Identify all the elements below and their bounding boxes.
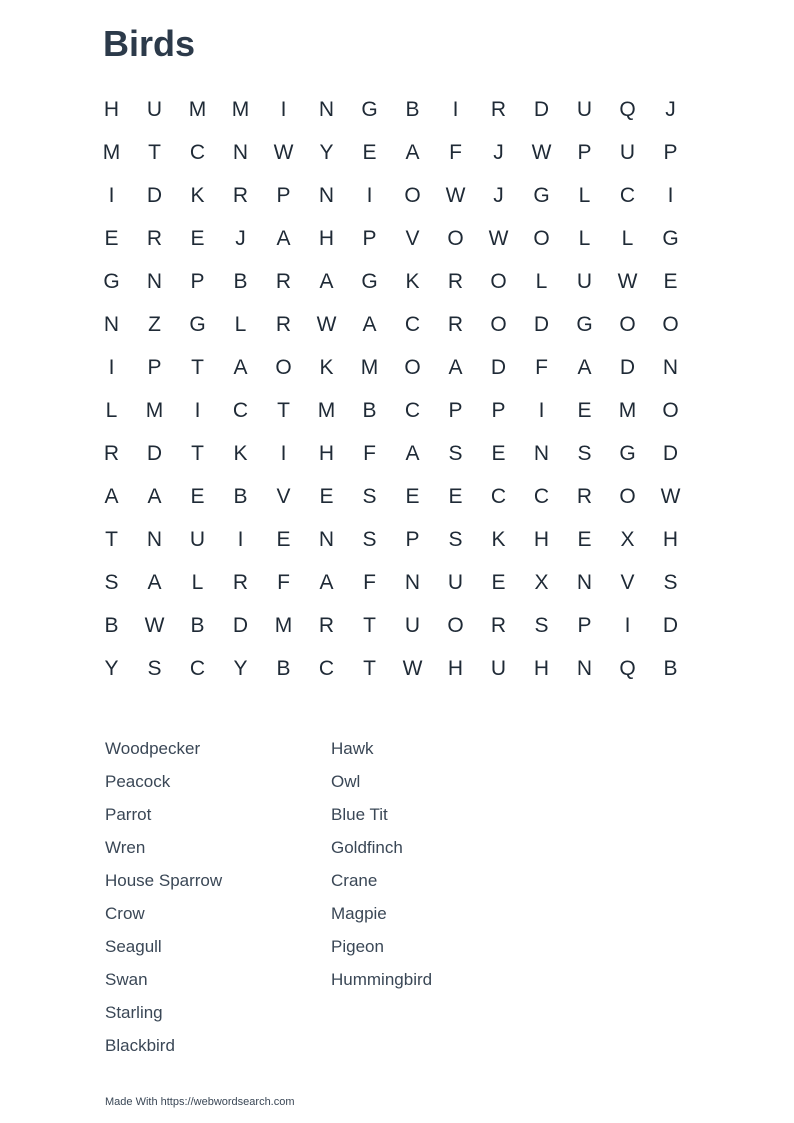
grid-letter[interactable]: E — [577, 398, 592, 422]
grid-letter[interactable]: G — [662, 226, 679, 250]
grid-letter[interactable]: R — [232, 570, 249, 594]
grid-letter[interactable]: G — [189, 312, 206, 336]
grid-letter[interactable]: O — [275, 355, 292, 379]
grid-letter[interactable]: S — [448, 527, 463, 551]
grid-letter[interactable]: D — [232, 613, 249, 637]
word-list-item: Blue Tit — [331, 805, 388, 824]
grid-letter[interactable]: B — [233, 269, 248, 293]
grid-letter[interactable]: T — [191, 355, 204, 379]
grid-letter[interactable]: O — [490, 269, 507, 293]
grid-letter[interactable]: O — [662, 312, 679, 336]
grid-letter[interactable]: C — [619, 183, 636, 207]
grid-letter[interactable]: W — [316, 312, 337, 336]
grid-letter[interactable]: W — [445, 183, 466, 207]
grid-letter[interactable]: H — [533, 527, 550, 551]
grid-letter[interactable]: Y — [233, 656, 248, 680]
grid-letter[interactable]: N — [146, 527, 163, 551]
grid-letter[interactable]: I — [237, 527, 244, 551]
grid-letter[interactable]: U — [619, 140, 636, 164]
grid-letter[interactable]: E — [405, 484, 420, 508]
grid-letter[interactable]: V — [405, 226, 420, 250]
grid-letter[interactable]: E — [362, 140, 377, 164]
grid-letter[interactable]: C — [490, 484, 507, 508]
grid-letter[interactable]: D — [146, 183, 163, 207]
grid-letter[interactable]: M — [231, 97, 250, 121]
grid-letter[interactable]: H — [447, 656, 464, 680]
grid-letter[interactable]: W — [660, 484, 681, 508]
grid-letter[interactable]: U — [189, 527, 206, 551]
grid-letter[interactable]: I — [538, 398, 545, 422]
grid-letter[interactable]: A — [405, 140, 420, 164]
word-list-item: Hummingbird — [331, 970, 433, 989]
grid-letter[interactable]: D — [490, 355, 507, 379]
grid-letter[interactable]: D — [533, 97, 550, 121]
grid-letter[interactable]: Q — [619, 656, 636, 680]
grid-row — [90, 346, 692, 389]
grid-letter[interactable]: J — [493, 183, 504, 207]
grid-letter[interactable]: E — [319, 484, 334, 508]
grid-letter[interactable]: D — [619, 355, 636, 379]
grid-letter[interactable]: I — [108, 355, 115, 379]
word-list-item: Goldfinch — [331, 838, 403, 857]
grid-letter[interactable]: U — [404, 613, 421, 637]
word-list-item: Hawk — [331, 739, 374, 758]
grid-letter[interactable]: T — [277, 398, 290, 422]
grid-letter[interactable]: I — [280, 441, 287, 465]
grid-letter[interactable]: P — [362, 226, 377, 250]
grid-letter[interactable]: D — [146, 441, 163, 465]
grid-letter[interactable]: R — [318, 613, 335, 637]
grid-letter[interactable]: B — [233, 484, 248, 508]
grid-letter[interactable]: R — [576, 484, 593, 508]
grid-letter[interactable]: G — [361, 97, 378, 121]
grid-letter[interactable]: B — [663, 656, 678, 680]
word-list-left — [105, 738, 222, 1068]
grid-letter[interactable]: Z — [148, 312, 161, 336]
grid-letter[interactable]: I — [667, 183, 674, 207]
grid-letter[interactable]: M — [274, 613, 293, 637]
grid-letter[interactable]: F — [449, 140, 462, 164]
grid-letter[interactable]: K — [491, 527, 506, 551]
grid-letter[interactable]: L — [535, 269, 548, 293]
grid-letter[interactable]: N — [533, 441, 550, 465]
grid-letter[interactable]: K — [190, 183, 205, 207]
word-list-item: Woodpecker — [105, 739, 201, 758]
grid-letter[interactable]: S — [362, 484, 377, 508]
grid-row — [90, 389, 692, 432]
grid-letter[interactable]: U — [576, 97, 593, 121]
grid-letter[interactable]: L — [621, 226, 634, 250]
grid-letter[interactable]: P — [190, 269, 205, 293]
grid-letter[interactable]: N — [103, 312, 120, 336]
grid-letter[interactable]: L — [191, 570, 204, 594]
grid-row — [90, 518, 692, 561]
grid-letter[interactable]: B — [276, 656, 291, 680]
word-list-item: Seagull — [105, 937, 162, 956]
grid-row — [90, 561, 692, 604]
word-list-item: Peacock — [105, 772, 171, 791]
word-list-item: Crow — [105, 904, 145, 923]
grid-row — [90, 647, 692, 690]
grid-letter[interactable]: L — [234, 312, 247, 336]
grid-letter[interactable]: F — [363, 570, 376, 594]
page-title: Birds — [103, 23, 196, 64]
grid-letter[interactable]: I — [624, 613, 631, 637]
grid-letter[interactable]: S — [448, 441, 463, 465]
grid-letter[interactable]: W — [531, 140, 552, 164]
grid-letter[interactable]: O — [490, 312, 507, 336]
grid-letter[interactable]: J — [493, 140, 504, 164]
grid-row — [90, 174, 692, 217]
grid-letter[interactable]: Y — [319, 140, 334, 164]
word-list-item: Wren — [105, 838, 146, 857]
grid-letter[interactable]: O — [619, 312, 636, 336]
grid-letter[interactable]: A — [104, 484, 119, 508]
grid-letter[interactable]: I — [280, 97, 287, 121]
grid-letter[interactable]: G — [361, 269, 378, 293]
grid-letter[interactable]: D — [533, 312, 550, 336]
grid-letter[interactable]: N — [232, 140, 249, 164]
grid-letter[interactable]: I — [366, 183, 373, 207]
grid-letter[interactable]: E — [577, 527, 592, 551]
grid-letter[interactable]: H — [318, 441, 335, 465]
grid-letter[interactable]: R — [232, 183, 249, 207]
grid-letter[interactable]: L — [105, 398, 118, 422]
grid-letter[interactable]: M — [618, 398, 637, 422]
word-list-item: Parrot — [105, 805, 152, 824]
grid-letter[interactable]: L — [578, 226, 591, 250]
grid-row — [90, 475, 692, 518]
grid-letter[interactable]: P — [276, 183, 291, 207]
grid-letter[interactable]: R — [146, 226, 163, 250]
grid-letter[interactable]: W — [488, 226, 509, 250]
grid-letter[interactable]: P — [663, 140, 678, 164]
grid-letter[interactable]: O — [533, 226, 550, 250]
grid-letter[interactable]: G — [103, 269, 120, 293]
grid-letter[interactable]: C — [318, 656, 335, 680]
grid-letter[interactable]: S — [362, 527, 377, 551]
grid-letter[interactable]: U — [447, 570, 464, 594]
grid-letter[interactable]: I — [452, 97, 459, 121]
grid-letter[interactable]: I — [194, 398, 201, 422]
grid-letter[interactable]: E — [663, 269, 678, 293]
word-list-item: Magpie — [331, 904, 387, 923]
grid-letter[interactable]: E — [190, 484, 205, 508]
grid-letter[interactable]: W — [273, 140, 294, 164]
grid-letter[interactable]: E — [448, 484, 463, 508]
footer-credit: Made With https://webwordsearch.com — [105, 1096, 295, 1108]
grid-letter[interactable]: W — [144, 613, 165, 637]
grid-letter[interactable]: T — [148, 140, 161, 164]
grid-letter[interactable]: P — [448, 398, 463, 422]
grid-letter[interactable]: B — [104, 613, 119, 637]
grid-row — [90, 604, 692, 647]
grid-letter[interactable]: H — [662, 527, 679, 551]
grid-letter[interactable]: S — [147, 656, 162, 680]
grid-letter[interactable]: O — [404, 355, 421, 379]
grid-letter[interactable]: P — [577, 140, 592, 164]
grid-letter[interactable]: O — [662, 398, 679, 422]
grid-letter[interactable]: C — [189, 140, 206, 164]
grid-letter[interactable]: R — [275, 269, 292, 293]
word-list-item: Owl — [331, 772, 361, 791]
word-list-item: Blackbird — [105, 1036, 175, 1055]
grid-letter[interactable]: N — [404, 570, 421, 594]
grid-letter[interactable]: R — [275, 312, 292, 336]
grid-letter[interactable]: N — [318, 97, 335, 121]
grid-letter[interactable]: P — [577, 613, 592, 637]
grid-letter[interactable]: N — [146, 269, 163, 293]
grid-letter[interactable]: W — [617, 269, 638, 293]
grid-letter[interactable]: R — [103, 441, 120, 465]
grid-letter[interactable]: C — [404, 398, 421, 422]
grid-letter[interactable]: E — [276, 527, 291, 551]
grid-letter[interactable]: A — [405, 441, 420, 465]
grid-letter[interactable]: V — [620, 570, 635, 594]
grid-letter[interactable]: D — [662, 441, 679, 465]
grid-letter[interactable]: A — [448, 355, 463, 379]
grid-letter[interactable]: U — [146, 97, 163, 121]
grid-letter[interactable]: W — [402, 656, 423, 680]
grid-letter[interactable]: D — [662, 613, 679, 637]
grid-letter[interactable]: U — [490, 656, 507, 680]
grid-letter[interactable]: C — [232, 398, 249, 422]
grid-letter[interactable]: A — [362, 312, 377, 336]
grid-letter[interactable]: E — [491, 570, 506, 594]
word-list-item: Pigeon — [331, 937, 384, 956]
grid-letter[interactable]: A — [276, 226, 291, 250]
grid-letter[interactable]: M — [102, 140, 121, 164]
word-list-item: Swan — [105, 970, 148, 989]
grid-letter[interactable]: H — [318, 226, 335, 250]
grid-letter[interactable]: R — [490, 613, 507, 637]
grid-letter[interactable]: X — [620, 527, 635, 551]
grid-letter[interactable]: L — [578, 183, 591, 207]
grid-letter[interactable]: G — [576, 312, 593, 336]
grid-letter[interactable]: U — [576, 269, 593, 293]
grid-letter[interactable]: J — [235, 226, 246, 250]
grid-letter[interactable]: M — [317, 398, 336, 422]
grid-letter[interactable]: S — [577, 441, 592, 465]
grid-letter[interactable]: B — [190, 613, 205, 637]
grid-letter[interactable]: N — [576, 656, 593, 680]
grid-letter[interactable]: S — [663, 570, 678, 594]
grid-letter[interactable]: A — [319, 570, 334, 594]
grid-letter[interactable]: T — [363, 613, 376, 637]
grid-letter[interactable]: V — [276, 484, 291, 508]
grid-letter[interactable]: O — [447, 226, 464, 250]
grid-letter[interactable]: R — [447, 269, 464, 293]
word-list-item: House Sparrow — [105, 871, 223, 890]
grid-letter[interactable]: R — [490, 97, 507, 121]
grid-letter[interactable]: M — [360, 355, 379, 379]
grid-row — [90, 131, 692, 174]
letter-grid — [90, 88, 692, 690]
grid-letter[interactable]: C — [533, 484, 550, 508]
grid-letter[interactable]: N — [318, 183, 335, 207]
grid-letter[interactable]: N — [576, 570, 593, 594]
grid-letter[interactable]: Q — [619, 97, 636, 121]
grid-letter[interactable]: K — [233, 441, 248, 465]
grid-letter[interactable]: B — [362, 398, 377, 422]
grid-letter[interactable]: M — [145, 398, 164, 422]
grid-letter[interactable]: O — [619, 484, 636, 508]
grid-letter[interactable]: A — [233, 355, 248, 379]
grid-letter[interactable]: B — [405, 97, 420, 121]
grid-letter[interactable]: K — [319, 355, 334, 379]
grid-letter[interactable]: P — [491, 398, 506, 422]
grid-letter[interactable]: P — [405, 527, 420, 551]
grid-letter[interactable]: M — [188, 97, 207, 121]
grid-letter[interactable]: C — [189, 656, 206, 680]
grid-letter[interactable]: E — [190, 226, 205, 250]
grid-letter[interactable]: F — [535, 355, 548, 379]
grid-letter[interactable]: X — [534, 570, 549, 594]
grid-letter[interactable]: A — [147, 484, 162, 508]
grid-row — [90, 432, 692, 475]
grid-letter[interactable]: S — [534, 613, 549, 637]
word-list-item: Crane — [331, 871, 378, 890]
word-list-right — [331, 738, 432, 1002]
grid-row — [90, 303, 692, 346]
grid-letter[interactable]: H — [533, 656, 550, 680]
grid-letter[interactable]: T — [105, 527, 118, 551]
grid-letter[interactable]: I — [108, 183, 115, 207]
grid-letter[interactable]: Y — [104, 656, 119, 680]
word-list-item: Starling — [105, 1003, 163, 1022]
grid-letter[interactable]: C — [404, 312, 421, 336]
grid-letter[interactable]: T — [363, 656, 376, 680]
grid-letter[interactable]: A — [319, 269, 334, 293]
grid-letter[interactable]: G — [619, 441, 636, 465]
grid-row — [90, 88, 692, 131]
grid-letter[interactable]: J — [665, 97, 676, 121]
grid-letter[interactable]: K — [405, 269, 420, 293]
grid-letter[interactable]: E — [104, 226, 119, 250]
grid-letter[interactable]: R — [447, 312, 464, 336]
grid-letter[interactable]: N — [318, 527, 335, 551]
grid-letter[interactable]: A — [577, 355, 592, 379]
grid-letter[interactable]: A — [147, 570, 162, 594]
grid-row — [90, 217, 692, 260]
grid-letter[interactable]: N — [662, 355, 679, 379]
grid-letter[interactable]: F — [277, 570, 290, 594]
grid-letter[interactable]: O — [447, 613, 464, 637]
grid-letter[interactable]: P — [147, 355, 162, 379]
grid-letter[interactable]: T — [191, 441, 204, 465]
grid-letter[interactable]: E — [491, 441, 506, 465]
grid-row — [90, 260, 692, 303]
grid-letter[interactable]: H — [103, 97, 120, 121]
grid-letter[interactable]: O — [404, 183, 421, 207]
grid-letter[interactable]: F — [363, 441, 376, 465]
grid-letter[interactable]: G — [533, 183, 550, 207]
grid-letter[interactable]: S — [104, 570, 119, 594]
